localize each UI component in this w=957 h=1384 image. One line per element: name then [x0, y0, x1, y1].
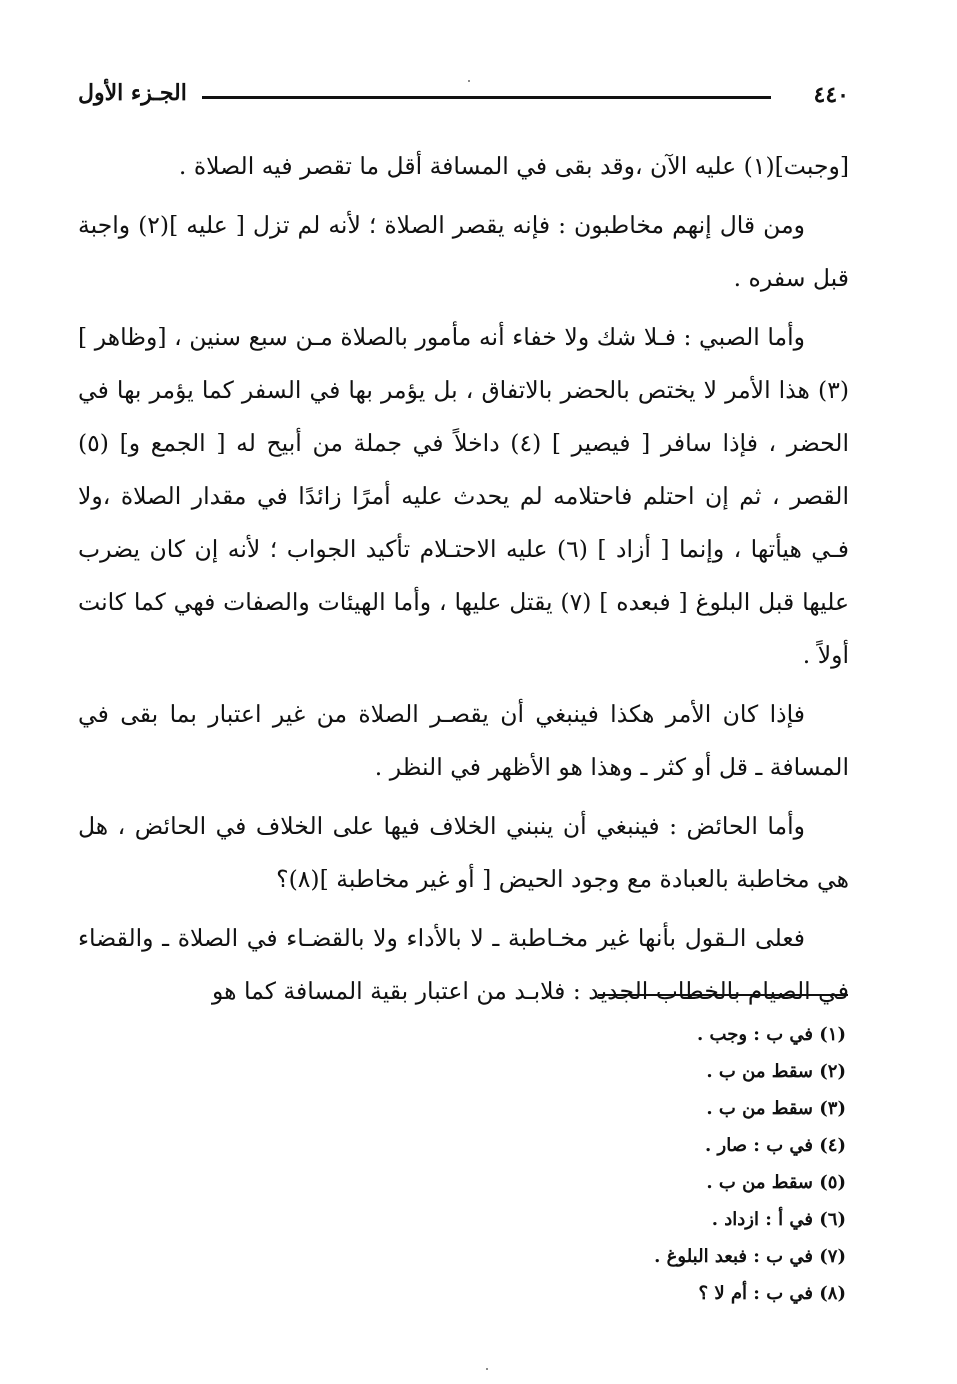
paragraph-5: وأما الحائض : فينبغي أن ينبني الخلاف فيها على الخلاف في الحائض ، هل هي مخاطبة بالعبادة مع وجود الحيض [ أو غير مخاطبة ](٨)؟ [78, 812, 849, 893]
footnote-4: (٤) في ب : صار . [705, 1135, 846, 1156]
scan-speck [486, 1368, 488, 1370]
footnote-2: (٢) سقط من ب . [706, 1061, 846, 1082]
footnote-3: (٣) سقط من ب . [706, 1098, 846, 1119]
footnote-rule [598, 994, 848, 996]
paragraph-3: وأما الصبي : فـلا شك ولا خفاء أنه مأمور بالصلاة مـن سبع سنين ، [وظاهر ] (٣) هذا الأمر لا يختص بالحضر بالاتفاق ، بل يؤمر بها في السفر كما يؤمر بها في الحضر ، فإذا سافر [ فيصير ] (٤) داخلاً في جملة من أبيح له [ الجمع و] (٥) القصر ، ثم إن احتلم فاحتلامه لم يحدث عليه أمرًا زائدًا في مقدار الصلاة ،ولا فـي هيأتها ، وإنما [ أزاد ] (٦) عليه الاحتـلام تأكيد الجواب ؛ لأنه إن كان يضرب عليها قبل البلوغ [ فبعده ] (٧) يقتل عليها ، وأما الهيئات والصفات فهي كما كانت أولاً . [78, 323, 850, 669]
running-head: الجـزء الأول [78, 80, 187, 106]
header-rule [202, 96, 771, 99]
paragraph-1: [وجبت](١) عليه الآن ،وقد بقى في المسافة أقل ما تقصر فيه الصلاة . [178, 152, 849, 180]
paragraph-4: فإذا كان الأمر هكذا فينبغي أن يقصـر الصلاة من غير اعتبار بما بقى في المسافة ـ قل أو كثر ـ وهذا هو الأظهر في النظر . [78, 700, 849, 781]
footnote-5: (٥) سقط من ب . [706, 1172, 846, 1193]
footnote-6: (٦) في أ : ازداد . [711, 1209, 846, 1230]
main-text [78, 140, 849, 1018]
footnotes [500, 1016, 846, 1312]
page-number: ٤٤٠ [813, 82, 849, 108]
footnote-8: (٨) في ب : أم لا ؟ [698, 1283, 846, 1304]
page-header [78, 78, 849, 114]
scan-speck [468, 80, 470, 82]
paragraph-2: ومن قال إنهم مخاطبون : فإنه يقصر الصلاة ؛ لأنه لم تزل [ عليه ](٢) واجبة قبل سفره . [78, 211, 849, 292]
footnote-7: (٧) في ب : فبعد البلوغ . [654, 1246, 846, 1267]
footnote-1: (١) في ب : وجب . [696, 1024, 846, 1045]
paragraph-6: فعلى الـقول بأنها غير مخـاطبة ـ لا بالأداء ولا بالقضـاء في الصلاة ـ والقضاء في الصيام بالخطاب الجديد : فلابـد من اعتبار بقية المسافة كما هو [78, 924, 849, 1005]
